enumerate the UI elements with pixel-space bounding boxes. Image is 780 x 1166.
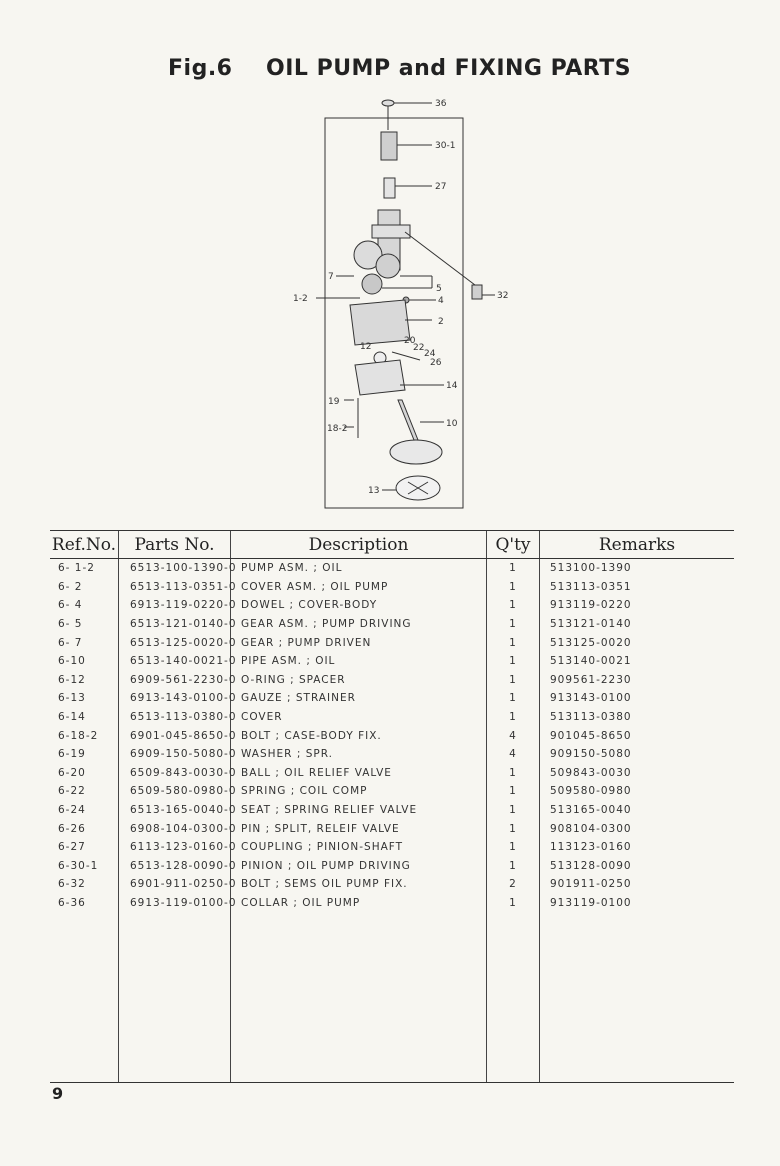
table-row <box>50 615 734 634</box>
label-18-2: 18-2 <box>327 424 348 434</box>
cell-ref-no: 6-14 <box>58 711 86 724</box>
cell-description: PUMP ASM. ; OIL <box>231 559 487 578</box>
cell-remarks: 513140-0021 <box>540 652 735 671</box>
figure-number: Fig.6 <box>168 56 233 81</box>
cell-quantity: 1 <box>487 633 540 652</box>
figure-title <box>0 56 780 86</box>
label-7: 7 <box>328 272 334 282</box>
table-row <box>50 671 734 690</box>
empty-cell <box>50 912 119 1083</box>
cell-remarks: 509843-0030 <box>540 764 735 783</box>
cell-parts-no: 6513-113-0380-0 <box>119 708 231 727</box>
cell-parts-no: 6908-104-0300-0 <box>119 819 231 838</box>
cell-quantity: 1 <box>487 689 540 708</box>
label-19: 19 <box>328 397 340 407</box>
header-description: Description <box>231 531 487 559</box>
cell-remarks: 901045-8650 <box>540 726 735 745</box>
cell-parts-no: 6513-165-0040-0 <box>119 801 231 820</box>
cell-description: GAUZE ; STRAINER <box>231 689 487 708</box>
table-row <box>50 633 734 652</box>
cell-description: GEAR ASM. ; PUMP DRIVING <box>231 615 487 634</box>
cell-parts-no: 6513-113-0351-0 <box>119 578 231 597</box>
cell-ref-no: 6-18-2 <box>58 729 99 742</box>
cell-description: BOLT ; CASE-BODY FIX. <box>231 726 487 745</box>
cell-quantity: 4 <box>487 726 540 745</box>
cell-ref-no: 6-13 <box>58 692 86 705</box>
label-14: 14 <box>446 381 458 391</box>
cell-description: SPRING ; COIL COMP <box>231 782 487 801</box>
cell-parts-no: 6509-843-0030-0 <box>119 764 231 783</box>
cell-remarks: 513165-0040 <box>540 801 735 820</box>
table-row <box>50 745 734 764</box>
table-filler-row <box>50 912 734 1083</box>
table-row <box>50 708 734 727</box>
cell-description: GEAR ; PUMP DRIVEN <box>231 633 487 652</box>
cell-remarks: 513125-0020 <box>540 633 735 652</box>
cell-quantity: 1 <box>487 838 540 857</box>
cell-ref-no: 6- 4 <box>58 599 83 612</box>
label-20: 20 <box>404 336 416 346</box>
cell-ref-no: 6-19 <box>58 748 86 761</box>
table-row <box>50 764 734 783</box>
cell-remarks: 913119-0220 <box>540 596 735 615</box>
cell-quantity: 1 <box>487 894 540 913</box>
cell-remarks: 113123-0160 <box>540 838 735 857</box>
cell-quantity: 1 <box>487 596 540 615</box>
cell-quantity: 1 <box>487 578 540 597</box>
cell-parts-no: 6913-143-0100-0 <box>119 689 231 708</box>
cell-ref-no: 6-10 <box>58 655 86 668</box>
table-header-row <box>50 531 734 559</box>
cell-quantity: 4 <box>487 745 540 764</box>
cell-description: WASHER ; SPR. <box>231 745 487 764</box>
cell-parts-no: 6901-911-0250-0 <box>119 875 231 894</box>
label-24: 24 <box>424 349 436 359</box>
cell-ref-no: 6- 7 <box>58 636 83 649</box>
cell-remarks: 901911-0250 <box>540 875 735 894</box>
cell-parts-no: 6913-119-0220-0 <box>119 596 231 615</box>
label-26: 26 <box>430 358 442 368</box>
cell-parts-no: 6909-561-2230-0 <box>119 671 231 690</box>
cell-description: COUPLING ; PINION-SHAFT <box>231 838 487 857</box>
cell-remarks: 913119-0100 <box>540 894 735 913</box>
cell-ref-no: 6-27 <box>58 841 86 854</box>
empty-cell <box>540 912 735 1083</box>
table-row <box>50 819 734 838</box>
cell-remarks: 513128-0090 <box>540 857 735 876</box>
label-36: 36 <box>435 99 447 109</box>
cell-description: BALL ; OIL RELIEF VALVE <box>231 764 487 783</box>
cell-remarks: 908104-0300 <box>540 819 735 838</box>
cell-ref-no: 6-30-1 <box>58 859 99 872</box>
empty-cell <box>119 912 231 1083</box>
cell-quantity: 1 <box>487 782 540 801</box>
table-row <box>50 894 734 913</box>
table-row <box>50 801 734 820</box>
cell-quantity: 1 <box>487 615 540 634</box>
cell-description: BOLT ; SEMS OIL PUMP FIX. <box>231 875 487 894</box>
cell-parts-no: 6513-125-0020-0 <box>119 633 231 652</box>
cell-remarks: 909150-5080 <box>540 745 735 764</box>
cell-description: COLLAR ; OIL PUMP <box>231 894 487 913</box>
table-row <box>50 652 734 671</box>
cell-ref-no: 6-36 <box>58 896 86 909</box>
table-row <box>50 875 734 894</box>
cell-ref-no: 6-24 <box>58 804 86 817</box>
cell-quantity: 1 <box>487 559 540 578</box>
cell-description: PIN ; SPLIT, RELEIF VALVE <box>231 819 487 838</box>
table-row <box>50 689 734 708</box>
cell-quantity: 1 <box>487 801 540 820</box>
empty-cell <box>231 912 487 1083</box>
cell-remarks: 513113-0380 <box>540 708 735 727</box>
cell-quantity: 1 <box>487 857 540 876</box>
cell-description: DOWEL ; COVER-BODY <box>231 596 487 615</box>
cell-parts-no: 6901-045-8650-0 <box>119 726 231 745</box>
header-quantity: Q'ty <box>487 531 540 559</box>
cell-description: PIPE ASM. ; OIL <box>231 652 487 671</box>
cell-parts-no: 6513-100-1390-0 <box>119 559 231 578</box>
cell-quantity: 1 <box>487 819 540 838</box>
cell-quantity: 1 <box>487 708 540 727</box>
label-32: 32 <box>497 291 509 301</box>
cell-remarks: 913143-0100 <box>540 689 735 708</box>
parts-table-body <box>50 559 734 1083</box>
label-2: 2 <box>438 317 444 327</box>
cell-parts-no: 6909-150-5080-0 <box>119 745 231 764</box>
table-row <box>50 596 734 615</box>
cell-remarks: 909561-2230 <box>540 671 735 690</box>
header-ref-no: Ref.No. <box>50 531 119 559</box>
cell-quantity: 1 <box>487 671 540 690</box>
cell-parts-no: 6513-128-0090-0 <box>119 857 231 876</box>
cell-parts-no: 6913-119-0100-0 <box>119 894 231 913</box>
cell-ref-no: 6-32 <box>58 878 86 891</box>
cell-remarks: 513113-0351 <box>540 578 735 597</box>
cell-parts-no: 6513-121-0140-0 <box>119 615 231 634</box>
label-30-1: 30-1 <box>435 141 456 151</box>
cell-ref-no: 6- 1-2 <box>58 562 95 575</box>
cell-remarks: 513100-1390 <box>540 559 735 578</box>
cell-quantity: 2 <box>487 875 540 894</box>
label-1-2: 1-2 <box>293 294 308 304</box>
label-27: 27 <box>435 182 447 192</box>
cell-parts-no: 6509-580-0980-0 <box>119 782 231 801</box>
label-13: 13 <box>368 486 380 496</box>
cell-ref-no: 6- 2 <box>58 580 83 593</box>
oil-pump-exploded-diagram <box>285 92 525 512</box>
table-row <box>50 838 734 857</box>
cell-ref-no: 6- 5 <box>58 618 83 631</box>
header-remarks: Remarks <box>540 531 735 559</box>
table-row <box>50 578 734 597</box>
parts-table <box>50 530 734 1083</box>
cell-quantity: 1 <box>487 652 540 671</box>
cell-description: COVER <box>231 708 487 727</box>
cell-ref-no: 6-22 <box>58 785 86 798</box>
header-parts-no: Parts No. <box>119 531 231 559</box>
table-row <box>50 726 734 745</box>
cell-ref-no: 6-20 <box>58 766 86 779</box>
cell-description: O-RING ; SPACER <box>231 671 487 690</box>
cell-remarks: 513121-0140 <box>540 615 735 634</box>
label-5: 5 <box>436 284 442 294</box>
cell-description: COVER ASM. ; OIL PUMP <box>231 578 487 597</box>
label-22: 22 <box>413 343 425 353</box>
cell-remarks: 509580-0980 <box>540 782 735 801</box>
cell-quantity: 1 <box>487 764 540 783</box>
cell-parts-no: 6513-140-0021-0 <box>119 652 231 671</box>
page-number: 9 <box>52 1084 64 1103</box>
empty-cell <box>487 912 540 1083</box>
cell-parts-no: 6113-123-0160-0 <box>119 838 231 857</box>
cell-ref-no: 6-12 <box>58 673 86 686</box>
label-4: 4 <box>438 296 444 306</box>
cell-description: PINION ; OIL PUMP DRIVING <box>231 857 487 876</box>
table-row <box>50 559 734 578</box>
figure-caption: OIL PUMP and FIXING PARTS <box>266 56 632 81</box>
cell-ref-no: 6-26 <box>58 822 86 835</box>
table-row <box>50 782 734 801</box>
label-10: 10 <box>446 419 458 429</box>
cell-description: SEAT ; SPRING RELIEF VALVE <box>231 801 487 820</box>
label-12: 12 <box>360 342 372 352</box>
table-row <box>50 857 734 876</box>
